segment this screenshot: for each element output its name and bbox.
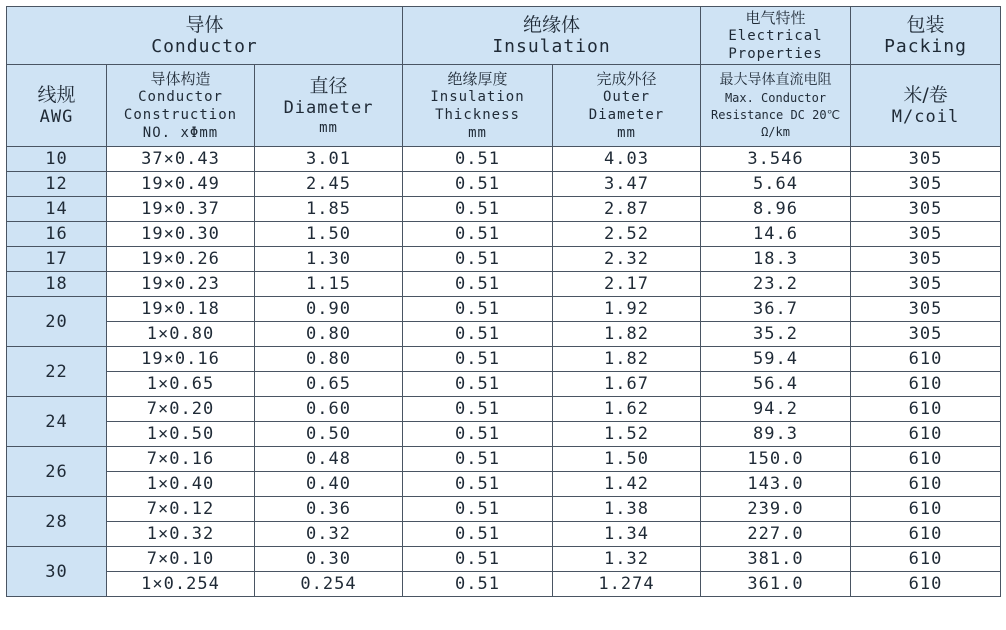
packing-cell: 610 [851, 422, 1001, 447]
thickness-cell: 0.51 [403, 547, 553, 572]
construction-en2: Construction [123, 106, 238, 123]
insulation-en: Insulation [492, 35, 611, 57]
construction-cell: 1×0.254 [107, 572, 255, 597]
outer-cell: 2.32 [553, 247, 701, 272]
diameter-en: Diameter [283, 97, 374, 118]
table-row [7, 422, 1001, 447]
resistance-cell: 381.0 [701, 547, 851, 572]
outer-cell: 1.67 [553, 372, 701, 397]
table-row [7, 197, 1001, 222]
resistance-cell: 5.64 [701, 172, 851, 197]
packing-cell: 610 [851, 497, 1001, 522]
construction-cell: 1×0.32 [107, 522, 255, 547]
outer-cell: 2.17 [553, 272, 701, 297]
construction-cell: 7×0.10 [107, 547, 255, 572]
diameter-cell: 0.65 [255, 372, 403, 397]
table-row [7, 497, 1001, 522]
awg-cn: 线规 [37, 83, 76, 106]
conductor-en: Conductor [151, 35, 258, 57]
construction-cell: 19×0.26 [107, 247, 255, 272]
table-row [7, 472, 1001, 497]
construction-cell: 7×0.20 [107, 397, 255, 422]
outer-cell: 1.50 [553, 447, 701, 472]
construction-cell: 1×0.80 [107, 322, 255, 347]
packing-cell: 610 [851, 397, 1001, 422]
electrical-en2: Properties [728, 45, 823, 62]
table-row [7, 222, 1001, 247]
packing-cell: 610 [851, 472, 1001, 497]
outer-cell: 1.62 [553, 397, 701, 422]
resistance-cell: 150.0 [701, 447, 851, 472]
outer-cell: 2.87 [553, 197, 701, 222]
construction-unit: NO. xΦmm [142, 124, 219, 141]
table-row [7, 172, 1001, 197]
awg-cell: 22 [7, 347, 107, 397]
thickness-cell: 0.51 [403, 397, 553, 422]
resistance-cn: 最大导体直流电阻 [719, 71, 832, 88]
thickness-cn: 绝缘厚度 [447, 69, 508, 88]
header-column-row [7, 65, 1001, 147]
awg-cell: 17 [7, 247, 107, 272]
diameter-cell: 0.90 [255, 297, 403, 322]
outer-cell: 1.42 [553, 472, 701, 497]
resistance-cell: 94.2 [701, 397, 851, 422]
awg-cell: 28 [7, 497, 107, 547]
packing-cn: 包装 [906, 13, 945, 36]
packing-cell: 610 [851, 572, 1001, 597]
construction-cell: 1×0.65 [107, 372, 255, 397]
diameter-cell: 0.60 [255, 397, 403, 422]
awg-cell: 14 [7, 197, 107, 222]
resistance-header [701, 65, 851, 147]
awg-cell: 20 [7, 297, 107, 347]
diameter-cell: 0.40 [255, 472, 403, 497]
coil-en: M/coil [891, 106, 960, 127]
thickness-cell: 0.51 [403, 572, 553, 597]
diameter-cell: 0.80 [255, 322, 403, 347]
packing-cell: 305 [851, 297, 1001, 322]
resistance-cell: 89.3 [701, 422, 851, 447]
construction-cell: 7×0.12 [107, 497, 255, 522]
awg-cell: 18 [7, 272, 107, 297]
table-row [7, 347, 1001, 372]
diameter-header [255, 65, 403, 147]
construction-cell: 1×0.40 [107, 472, 255, 497]
thickness-cell: 0.51 [403, 372, 553, 397]
resistance-cell: 56.4 [701, 372, 851, 397]
packing-cell: 610 [851, 447, 1001, 472]
awg-cell: 30 [7, 547, 107, 597]
table-row [7, 322, 1001, 347]
diameter-cell: 1.85 [255, 197, 403, 222]
spec-table-container [6, 6, 1001, 597]
outer-en2: Diameter [588, 106, 665, 123]
thickness-en1: Insulation [430, 88, 525, 105]
table-row [7, 147, 1001, 172]
resistance-cell: 23.2 [701, 272, 851, 297]
construction-cell: 37×0.43 [107, 147, 255, 172]
construction-cell: 19×0.18 [107, 297, 255, 322]
resistance-cell: 14.6 [701, 222, 851, 247]
thickness-en2: Thickness [435, 106, 520, 123]
construction-en1: Conductor [138, 88, 223, 105]
resistance-cell: 18.3 [701, 247, 851, 272]
outer-cell: 1.34 [553, 522, 701, 547]
coil-cn: 米/卷 [903, 83, 948, 106]
resistance-cell: 3.546 [701, 147, 851, 172]
wire-spec-table [6, 6, 1001, 597]
outer-cn: 完成外径 [596, 69, 657, 88]
construction-cell: 19×0.37 [107, 197, 255, 222]
outer-diameter-header [553, 65, 701, 147]
resistance-cell: 36.7 [701, 297, 851, 322]
construction-cell: 19×0.16 [107, 347, 255, 372]
diameter-cell: 1.30 [255, 247, 403, 272]
resistance-cell: 35.2 [701, 322, 851, 347]
awg-en: AWG [39, 106, 74, 127]
table-header [7, 7, 1001, 147]
construction-cell: 1×0.50 [107, 422, 255, 447]
insulation-cn: 绝缘体 [523, 13, 581, 36]
resistance-en2: Resistance DC 20℃ [710, 107, 841, 122]
packing-cell: 610 [851, 372, 1001, 397]
thickness-cell: 0.51 [403, 272, 553, 297]
packing-cell: 305 [851, 322, 1001, 347]
awg-cell: 10 [7, 147, 107, 172]
electrical-cn: 电气特性 [745, 8, 806, 27]
outer-cell: 1.82 [553, 347, 701, 372]
outer-unit: mm [617, 124, 636, 141]
thickness-cell: 0.51 [403, 447, 553, 472]
construction-cn: 导体构造 [150, 69, 211, 88]
packing-group-header [851, 7, 1001, 65]
thickness-cell: 0.51 [403, 322, 553, 347]
diameter-cell: 0.254 [255, 572, 403, 597]
resistance-cell: 227.0 [701, 522, 851, 547]
outer-cell: 2.52 [553, 222, 701, 247]
diameter-cell: 0.80 [255, 347, 403, 372]
construction-cell: 19×0.23 [107, 272, 255, 297]
outer-cell: 1.32 [553, 547, 701, 572]
thickness-cell: 0.51 [403, 347, 553, 372]
thickness-cell: 0.51 [403, 247, 553, 272]
resistance-cell: 143.0 [701, 472, 851, 497]
resistance-en1: Max. Conductor [724, 90, 827, 105]
packing-cell: 305 [851, 222, 1001, 247]
packing-cell: 305 [851, 247, 1001, 272]
insulation-group-header [403, 7, 701, 65]
awg-cell: 26 [7, 447, 107, 497]
packing-cell: 305 [851, 172, 1001, 197]
conductor-cn: 导体 [185, 13, 224, 36]
table-row [7, 572, 1001, 597]
thickness-cell: 0.51 [403, 172, 553, 197]
resistance-unit: Ω/km [761, 124, 790, 139]
table-row [7, 522, 1001, 547]
thickness-cell: 0.51 [403, 522, 553, 547]
thickness-cell: 0.51 [403, 197, 553, 222]
awg-cell: 16 [7, 222, 107, 247]
header-group-row [7, 7, 1001, 65]
table-row [7, 272, 1001, 297]
outer-cell: 4.03 [553, 147, 701, 172]
table-row [7, 372, 1001, 397]
packing-cell: 610 [851, 522, 1001, 547]
thickness-cell: 0.51 [403, 422, 553, 447]
thickness-cell: 0.51 [403, 297, 553, 322]
resistance-cell: 239.0 [701, 497, 851, 522]
diameter-cell: 0.50 [255, 422, 403, 447]
outer-en1: Outer [602, 88, 651, 105]
resistance-cell: 59.4 [701, 347, 851, 372]
diameter-cell: 1.50 [255, 222, 403, 247]
diameter-cell: 0.48 [255, 447, 403, 472]
packing-cell: 305 [851, 147, 1001, 172]
diameter-cell: 3.01 [255, 147, 403, 172]
packing-cell: 610 [851, 547, 1001, 572]
outer-cell: 1.52 [553, 422, 701, 447]
construction-cell: 19×0.49 [107, 172, 255, 197]
diameter-unit: mm [319, 119, 338, 136]
thickness-cell: 0.51 [403, 222, 553, 247]
outer-cell: 1.38 [553, 497, 701, 522]
thickness-cell: 0.51 [403, 472, 553, 497]
diameter-cn: 直径 [309, 74, 348, 97]
table-row [7, 247, 1001, 272]
diameter-cell: 0.32 [255, 522, 403, 547]
resistance-cell: 8.96 [701, 197, 851, 222]
table-row [7, 447, 1001, 472]
diameter-cell: 0.36 [255, 497, 403, 522]
outer-cell: 1.274 [553, 572, 701, 597]
construction-cell: 7×0.16 [107, 447, 255, 472]
resistance-cell: 361.0 [701, 572, 851, 597]
coil-header [851, 65, 1001, 147]
outer-cell: 3.47 [553, 172, 701, 197]
diameter-cell: 1.15 [255, 272, 403, 297]
packing-cell: 305 [851, 272, 1001, 297]
thickness-cell: 0.51 [403, 147, 553, 172]
outer-cell: 1.92 [553, 297, 701, 322]
table-row [7, 397, 1001, 422]
diameter-cell: 0.30 [255, 547, 403, 572]
awg-header [7, 65, 107, 147]
diameter-cell: 2.45 [255, 172, 403, 197]
table-row [7, 297, 1001, 322]
construction-cell: 19×0.30 [107, 222, 255, 247]
outer-cell: 1.82 [553, 322, 701, 347]
conductor-group-header [7, 7, 403, 65]
packing-cell: 305 [851, 197, 1001, 222]
thickness-cell: 0.51 [403, 497, 553, 522]
awg-cell: 12 [7, 172, 107, 197]
electrical-group-header [701, 7, 851, 65]
electrical-en1: Electrical [728, 27, 823, 44]
packing-cell: 610 [851, 347, 1001, 372]
packing-en: Packing [884, 35, 967, 57]
thickness-header [403, 65, 553, 147]
awg-cell: 24 [7, 397, 107, 447]
table-row [7, 547, 1001, 572]
table-body [7, 147, 1001, 597]
thickness-unit: mm [468, 124, 487, 141]
construction-header [107, 65, 255, 147]
